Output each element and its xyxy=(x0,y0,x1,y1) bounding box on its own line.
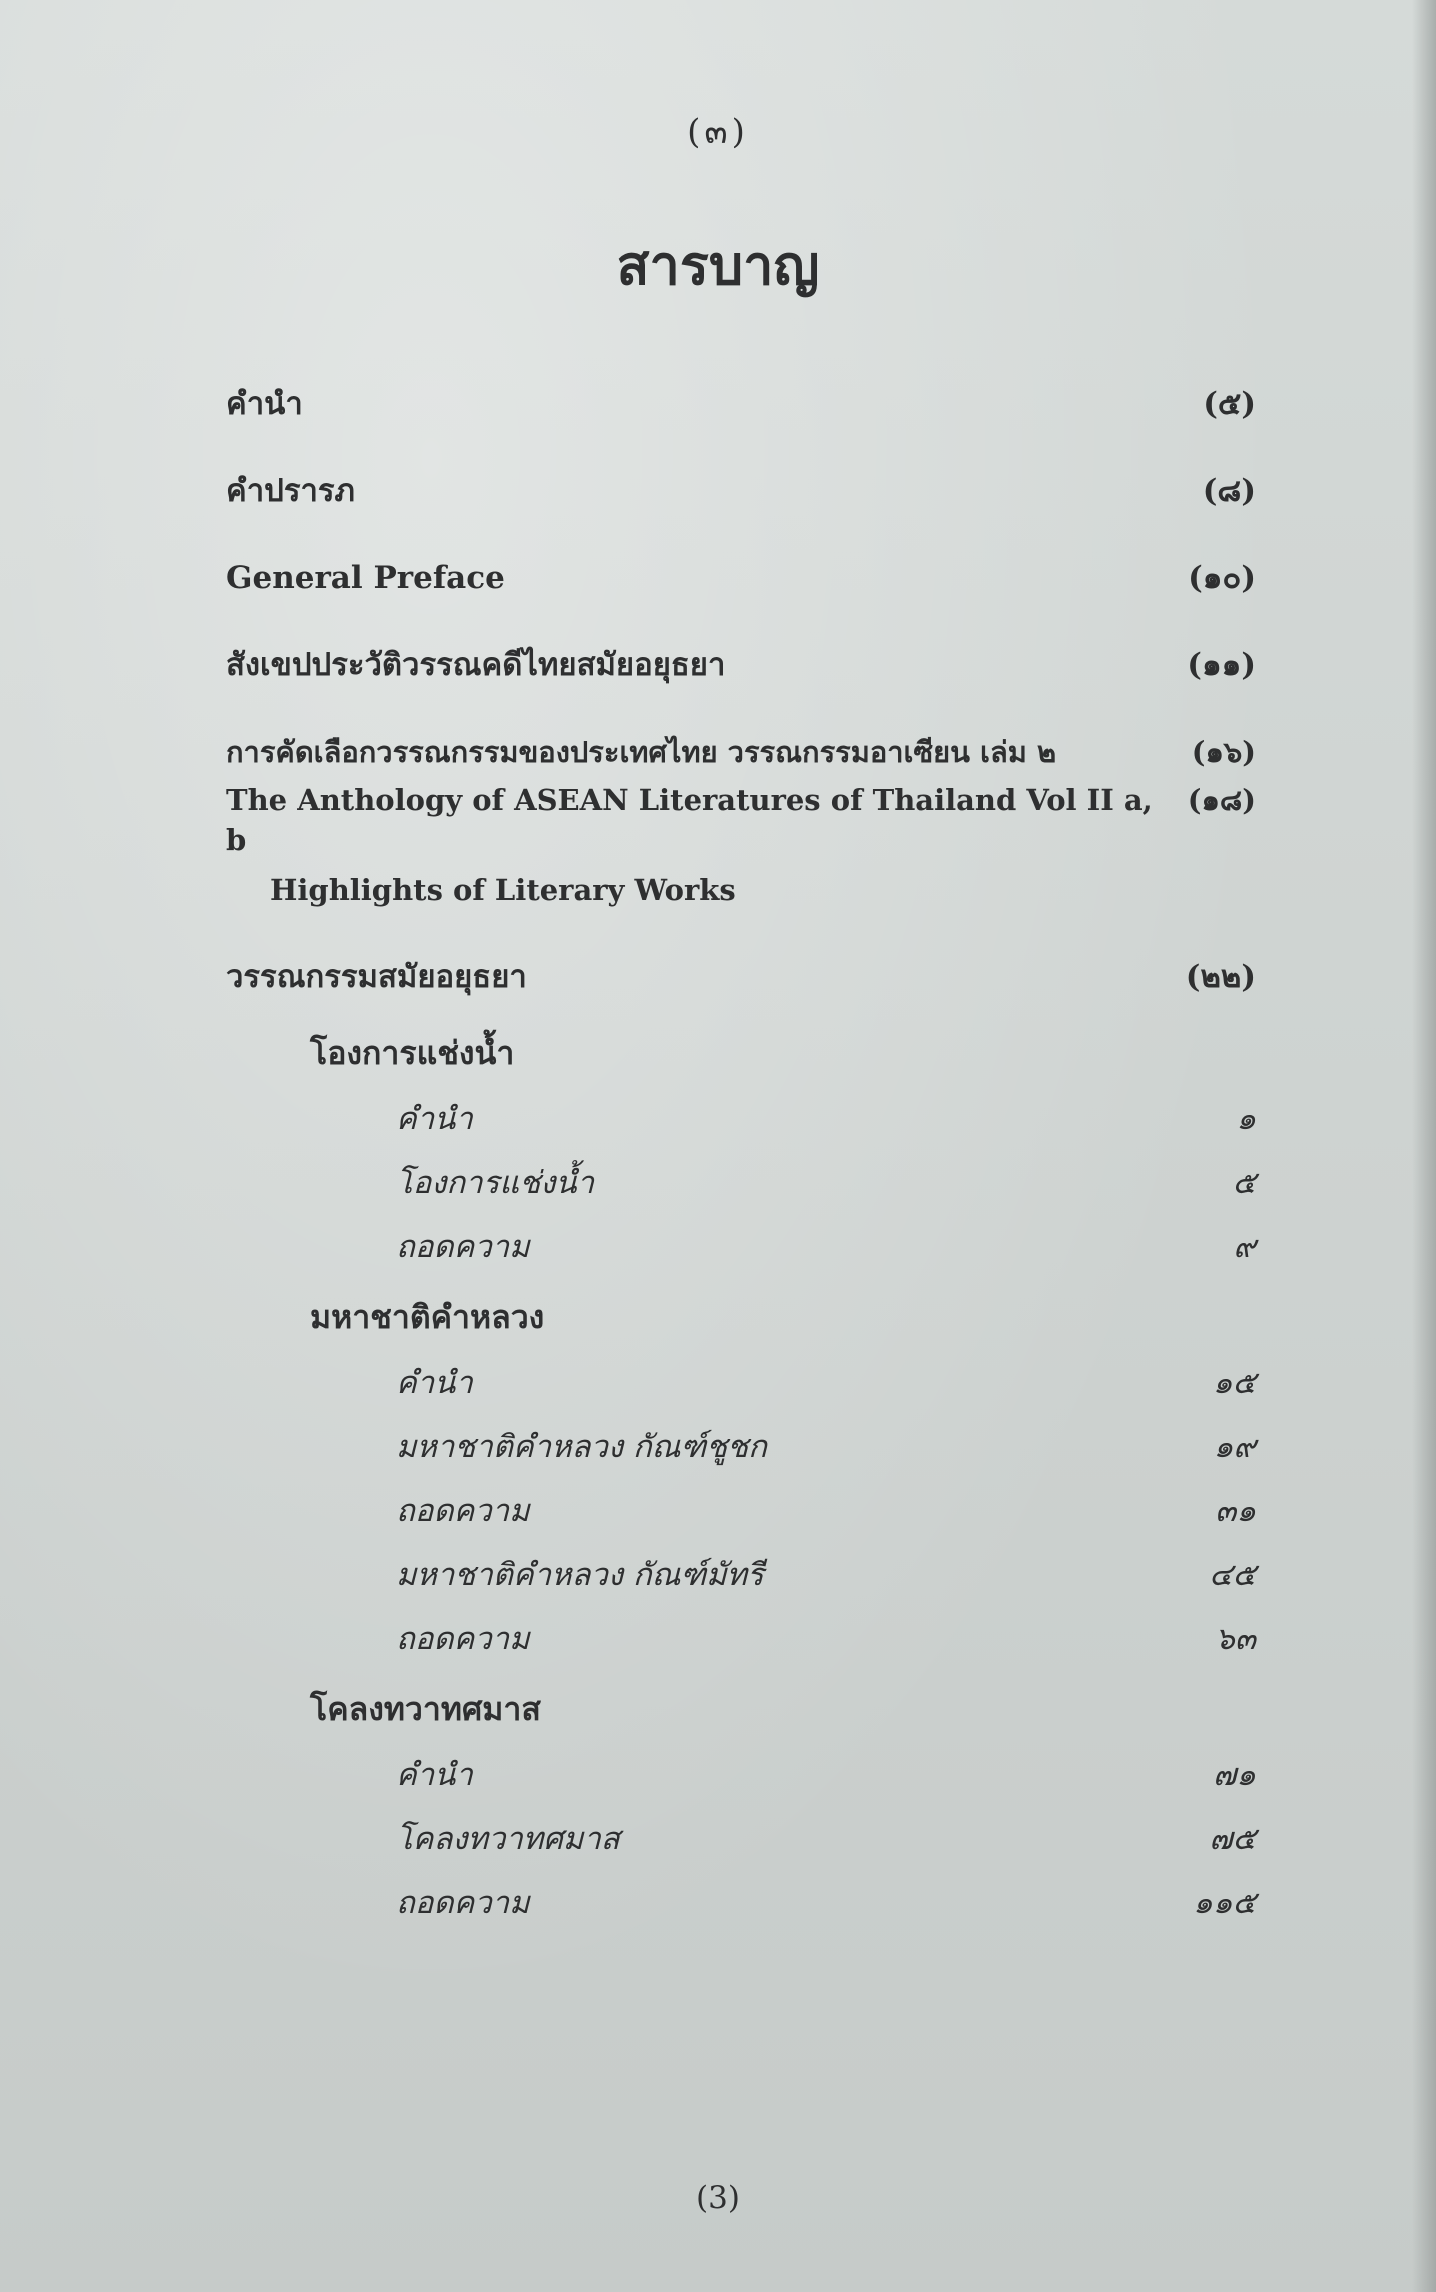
toc-item xyxy=(226,1619,1256,1659)
toc-item-label: มหาชาติคำหลวง กัณฑ์ชูชก xyxy=(396,1429,767,1465)
arabic-page-number: (3) xyxy=(696,2180,740,2216)
toc-item xyxy=(226,1227,1256,1267)
toc-item-page: ๕ xyxy=(1232,1165,1256,1201)
toc-entry-page: (๘) xyxy=(1202,473,1256,509)
toc-entry xyxy=(226,957,1256,997)
toc-item xyxy=(226,1163,1256,1203)
toc-item xyxy=(226,1883,1256,1923)
toc-entry-page: (๒๒) xyxy=(1185,959,1256,995)
toc-entry-label: สังเขปประวัติวรรณคดีไทยสมัยอยุธยา xyxy=(226,647,726,683)
toc-item-label: คำนำ xyxy=(396,1101,473,1137)
toc-entry xyxy=(226,645,1256,685)
toc-entry-page: (๑๐) xyxy=(1188,560,1256,596)
toc-entry xyxy=(226,732,1256,772)
toc-entry xyxy=(226,384,1256,424)
toc-item-page: ๔๕ xyxy=(1209,1557,1256,1593)
toc-item xyxy=(226,1099,1256,1139)
table-of-contents xyxy=(226,384,1256,1947)
toc-item xyxy=(226,1555,1256,1595)
toc-entry-page: (๑๑) xyxy=(1187,647,1256,683)
toc-item-page: ๗๕ xyxy=(1209,1821,1256,1857)
toc-item-page: ๑๕ xyxy=(1212,1365,1256,1401)
toc-entry xyxy=(226,558,1256,598)
toc-entry-label: การคัดเลือกวรรณกรรมของประเทศไทย วรรณกรรมอาเซียน เล่ม ๒ xyxy=(226,735,1057,769)
toc-entry-page: (๑๖) xyxy=(1191,735,1256,769)
toc-entry xyxy=(226,780,1256,910)
page-title: สารบาญ xyxy=(616,233,820,297)
toc-entry-page: (๕) xyxy=(1203,386,1256,422)
toc-item-page: ๗๑ xyxy=(1213,1757,1256,1793)
toc-item-label: โคลงทวาทศมาส xyxy=(396,1821,620,1857)
roman-page-number: (๓) xyxy=(687,112,749,152)
toc-item-label: มหาชาติคำหลวง กัณฑ์มัทรี xyxy=(396,1557,764,1593)
toc-item-label: ถอดความ xyxy=(396,1885,530,1921)
toc-item-label: โองการแช่งน้ำ xyxy=(396,1165,594,1201)
toc-item-label: ถอดความ xyxy=(396,1229,530,1265)
toc-section-heading: มหาชาติคำหลวง xyxy=(310,1298,545,1336)
toc-section-heading: โองการแช่งน้ำ xyxy=(310,1034,515,1072)
page-edge-shadow xyxy=(1412,0,1436,2292)
toc-item-page: ๖๓ xyxy=(1215,1621,1256,1657)
toc-item xyxy=(226,1363,1256,1403)
toc-item-page: ๓๑ xyxy=(1215,1493,1256,1529)
toc-entry-label: The Anthology of ASEAN Literatures of Thailand Vol II a, b xyxy=(226,783,1153,857)
toc-item-label: คำนำ xyxy=(396,1365,473,1401)
toc-item xyxy=(226,1427,1256,1467)
toc-entry xyxy=(226,471,1256,511)
toc-item-label: ถอดความ xyxy=(396,1621,530,1657)
toc-section-heading: โคลงทวาทศมาส xyxy=(310,1690,541,1728)
toc-entry-label: คำนำ xyxy=(226,386,303,422)
toc-item-label: ถอดความ xyxy=(396,1493,530,1529)
toc-item-page: ๑๙ xyxy=(1213,1429,1256,1465)
toc-item-page: ๑๑๕ xyxy=(1193,1885,1256,1921)
toc-entry-subtitle: Highlights of Literary Works xyxy=(270,873,736,907)
toc-item-page: ๙ xyxy=(1233,1229,1256,1265)
toc-item xyxy=(226,1755,1256,1795)
toc-entry-page: (๑๘) xyxy=(1187,783,1256,817)
toc-entry-label-wrap xyxy=(226,780,1176,910)
toc-entry-label: General Preface xyxy=(226,560,505,596)
toc-item-page: ๑ xyxy=(1236,1101,1256,1137)
toc-item xyxy=(226,1819,1256,1859)
toc-item-label: คำนำ xyxy=(396,1757,473,1793)
toc-entry-label: คำปรารภ xyxy=(226,473,355,509)
toc-item xyxy=(226,1491,1256,1531)
toc-entry-label: วรรณกรรมสมัยอยุธยา xyxy=(226,959,527,995)
